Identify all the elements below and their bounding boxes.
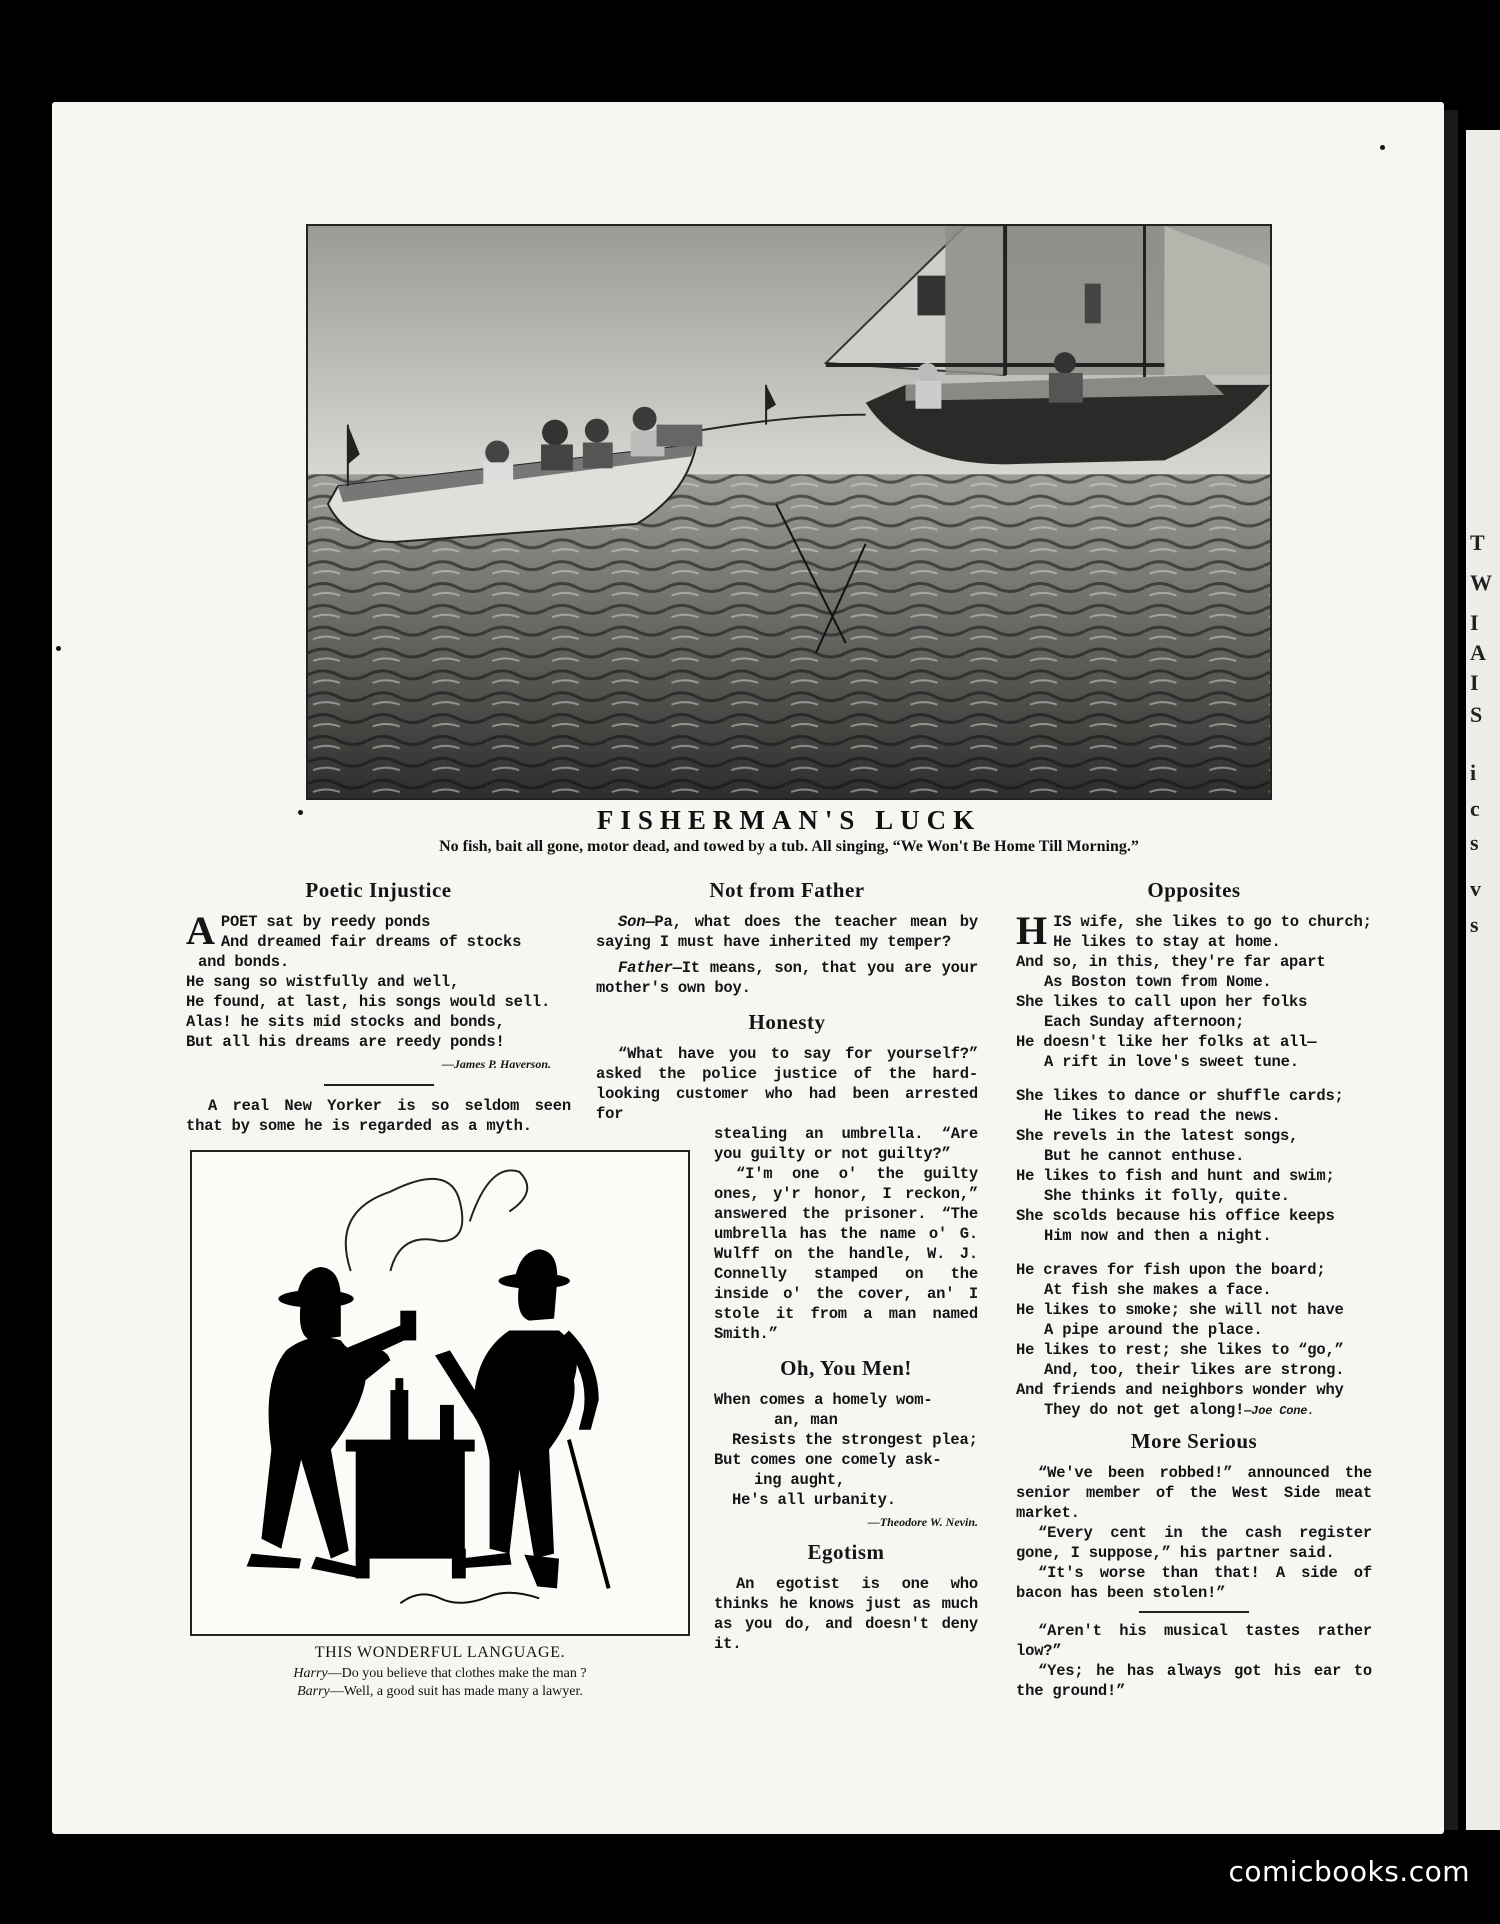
drop-cap: A: [186, 908, 215, 953]
poem-line: ing aught,: [754, 1471, 846, 1489]
musical-paragraph: “Yes; he has always got his ear to the ground!”: [1016, 1662, 1372, 1700]
speaker-name: Son: [618, 913, 646, 931]
poem-line: As Boston town from Nome.: [1044, 973, 1272, 991]
more-serious-paragraph: “Every cent in the cash register gone, I suppose,” his partner said.: [1016, 1524, 1372, 1562]
more-serious-heading: More Serious: [1130, 1429, 1258, 1453]
print-speck: [56, 646, 61, 651]
illustration-caption: No fish, bait all gone, motor dead, and towed by a tub. All singing, “We Won't Be Home Till Morning.”: [439, 838, 1139, 855]
poem-line: She scolds because his office keeps: [1016, 1207, 1335, 1225]
fishermans-luck-illustration: [306, 224, 1272, 800]
poem-line: And so, in this, they're far apart: [1016, 953, 1326, 971]
cartoon-title: THIS WONDERFUL LANGUAGE.: [314, 1644, 566, 1661]
opposites-heading: Opposites: [1147, 878, 1241, 902]
speaker-text: —Do you believe that clothes make the man ?: [327, 1666, 587, 1681]
poem-line: Each Sunday afternoon;: [1044, 1013, 1245, 1031]
speaker-name: Father: [618, 959, 673, 977]
poem-line: He doesn't like her folks at all—: [1016, 1033, 1317, 1051]
adjacent-page-letter: I: [1470, 670, 1479, 695]
honesty-narrow-block: [714, 1124, 978, 1654]
adjacent-page-letter: T: [1470, 530, 1485, 555]
speaker-text: —Well, a good suit has made many a lawyer.: [329, 1684, 583, 1699]
poem-line: He likes to read the news.: [1044, 1107, 1281, 1125]
illustration-title: FISHERMAN'S LUCK: [596, 805, 982, 835]
poem-line: At fish she makes a face.: [1044, 1281, 1272, 1299]
poem-line: He likes to smoke; she will not have: [1016, 1301, 1344, 1319]
poem-attribution: —Joe Cone.: [1244, 1404, 1315, 1418]
poem-attribution: —James P. Haverson.: [441, 1057, 551, 1071]
poem-line: She likes to call upon her folks: [1016, 993, 1308, 1011]
egotism-paragraph: An egotist is one who thinks he knows just as much as you do, and doesn't deny it.: [714, 1575, 978, 1653]
adjacent-page-letter: S: [1470, 702, 1483, 727]
adjacent-page-letter: W: [1470, 570, 1492, 595]
poem-line: But comes one comely ask-: [714, 1451, 942, 1469]
divider: [1139, 1611, 1249, 1613]
poem-line: [1016, 1400, 1372, 1421]
poem-line: She likes to dance or shuffle cards;: [1016, 1087, 1344, 1105]
poem-line: Resists the strongest plea;: [732, 1431, 978, 1449]
poem-line: He craves for fish upon the board;: [1016, 1261, 1326, 1279]
adjacent-page-letter: I: [1470, 610, 1479, 635]
honesty-heading: Honesty: [748, 1010, 826, 1034]
poem-line: She thinks it folly, quite.: [1044, 1187, 1290, 1205]
oh-you-men-heading: Oh, You Men!: [780, 1356, 912, 1380]
poem-line: and bonds.: [198, 953, 290, 971]
poem-line: A pipe around the place.: [1044, 1321, 1263, 1339]
not-from-father-heading: Not from Father: [709, 878, 865, 902]
print-speck: [298, 810, 303, 815]
divider: [324, 1084, 434, 1086]
poetic-injustice-poem: [186, 908, 571, 1052]
speaker-text: —Pa, what does the teacher mean by saying I must have inherited my temper?: [596, 913, 978, 951]
adjacent-page-letter: s: [1470, 912, 1479, 937]
speaker-name: Harry: [293, 1666, 328, 1681]
poem-line: He likes to rest; she likes to “go,”: [1016, 1341, 1344, 1359]
poem-line: But all his dreams are reedy ponds!: [186, 1033, 505, 1051]
new-yorker-paragraph: A real New Yorker is so seldom seen that by some he is regarded as a myth.: [186, 1097, 571, 1135]
poem-line: And friends and neighbors wonder why: [1016, 1381, 1344, 1399]
poem-line: He found, at last, his songs would sell.: [186, 993, 551, 1011]
dialogue-paragraph: [596, 912, 978, 952]
adjacent-page-letter: A: [1470, 640, 1486, 665]
poem-line: He likes to stay at home.: [1053, 933, 1281, 951]
poem-attribution: —Theodore W. Nevin.: [867, 1515, 978, 1529]
poem-line: IS wife, she likes to go to church;: [1053, 913, 1372, 931]
site-watermark: comicbooks.com: [1228, 1855, 1470, 1888]
opposites-poem: [1016, 908, 1372, 1421]
speaker-name: Barry: [297, 1684, 330, 1699]
poem-line: POET sat by reedy ponds: [220, 913, 431, 931]
more-serious-paragraph: “We've been robbed!” announced the senior member of the West Side meat market.: [1016, 1464, 1372, 1522]
column-right: [1016, 880, 1372, 1701]
column-middle: [596, 880, 978, 1654]
drop-cap: H: [1016, 908, 1048, 953]
egotism-heading: Egotism: [807, 1540, 885, 1564]
poem-line: A rift in love's sweet tune.: [1044, 1053, 1299, 1071]
honesty-paragraph: “I'm one o' the guilty ones, y'r honor, I reckon,” answered the prisoner. “The umbrella has the name o' G. Wulff on the handle, W. J. Connelly stamped on the inside o' the cover, an' I stole it from a man named Smith.”: [714, 1165, 978, 1343]
poem-line: Alas! he sits mid stocks and bonds,: [186, 1013, 505, 1031]
poem-line: Him now and then a night.: [1044, 1227, 1272, 1245]
print-speck: [1380, 145, 1385, 150]
poem-line: He sang so wistfully and well,: [186, 973, 460, 991]
adjacent-page-edge: [1466, 130, 1500, 1830]
poetic-injustice-heading: Poetic Injustice: [305, 878, 452, 902]
poem-line: an, man: [774, 1411, 838, 1429]
poem-line-text: They do not get along!: [1044, 1401, 1245, 1419]
adjacent-page-letter: s: [1470, 830, 1479, 855]
adjacent-page-letter: i: [1470, 760, 1477, 785]
speaker-text: —It means, son, that you are your mother's own boy.: [596, 959, 978, 997]
adjacent-page-letter: c: [1470, 796, 1480, 821]
poem-line: He's all urbanity.: [732, 1491, 896, 1509]
poem-line: And, too, their likes are strong.: [1044, 1361, 1345, 1379]
dialogue-paragraph: [596, 958, 978, 998]
musical-paragraph: “Aren't his musical tastes rather low?”: [1016, 1622, 1372, 1660]
honesty-paragraph: “What have you to say for yourself?” asked the police justice of the hard-looking customer who had been arrested for: [596, 1045, 978, 1123]
poem-line: And dreamed fair dreams of stocks: [220, 933, 522, 951]
more-serious-paragraph: “It's worse than that! A side of bacon has been stolen!”: [1016, 1564, 1372, 1602]
column-left: [186, 880, 571, 1136]
poem-line: He likes to fish and hunt and swim;: [1016, 1167, 1335, 1185]
cartoon-line-2: [190, 1684, 690, 1700]
cartoon-line-1: [190, 1666, 690, 1682]
honesty-paragraph: stealing an umbrella. “Are you guilty or not guilty?”: [714, 1125, 978, 1163]
poem-line: But he cannot enthuse.: [1044, 1147, 1245, 1165]
poem-line: When comes a homely wom-: [714, 1391, 933, 1409]
poem-line: She revels in the latest songs,: [1016, 1127, 1299, 1145]
adjacent-page-letter: v: [1470, 876, 1481, 901]
